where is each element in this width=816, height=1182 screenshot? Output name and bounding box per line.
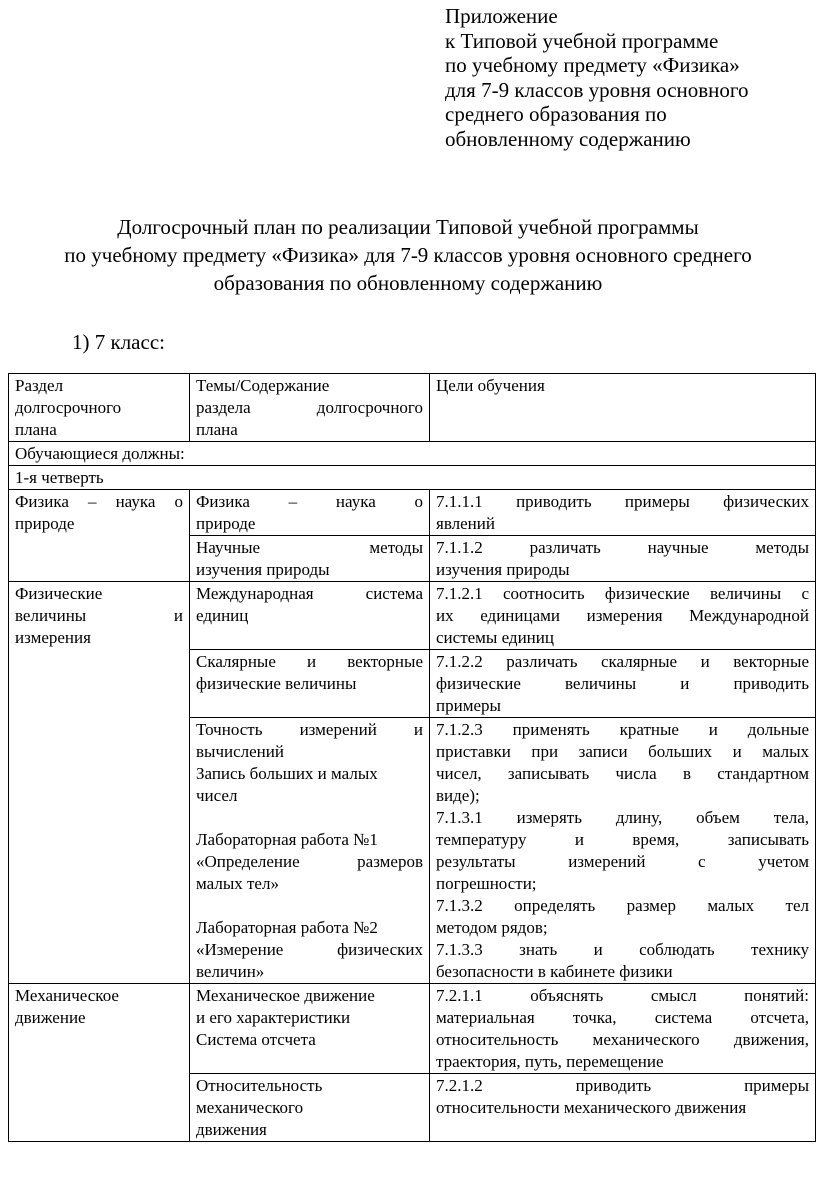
objective-cell <box>430 490 816 536</box>
topic-cell <box>190 536 430 582</box>
objective-line: приставки при записи больших и малых <box>436 742 809 761</box>
topic-line: единиц <box>196 606 249 625</box>
topic-line: Лабораторная работа №1 <box>196 830 378 849</box>
appendix-line: по учебному предмету «Физика» <box>445 53 740 77</box>
objective-cell <box>430 650 816 718</box>
objective-line: относительность механического движения, <box>436 1030 809 1049</box>
topic-line: изучения природы <box>196 560 330 579</box>
topic-cell <box>190 582 430 650</box>
topic-cell <box>190 718 430 984</box>
title-line: по учебному предмету «Физика» для 7-9 классов уровня основного среднего <box>64 243 752 267</box>
section-line: величины и <box>15 606 183 625</box>
header-line: Цели обучения <box>436 376 545 395</box>
topic-line: движения <box>196 1120 267 1139</box>
section-cell <box>9 984 190 1142</box>
topic-line: Физика – наука о <box>196 492 423 511</box>
appendix-line: для 7-9 классов уровня основного <box>445 77 749 102</box>
objective-line: 7.1.3.2 определять размер малых тел <box>436 896 809 915</box>
objective-cell <box>430 1074 816 1142</box>
topic-cell <box>190 984 430 1074</box>
topic-line: чисел <box>196 786 238 805</box>
objective-line: физические величины и приводить <box>436 674 809 693</box>
appendix-note <box>445 4 815 151</box>
objective-line: безопасности в кабинете физики <box>436 962 673 981</box>
topic-line: Международная система <box>196 584 423 603</box>
section-cell <box>9 582 190 984</box>
document-title <box>0 213 816 297</box>
topic-spacer <box>196 807 423 829</box>
quarter-cell: 1-я четверть <box>9 466 816 490</box>
header-line: Темы/Содержание <box>196 376 330 395</box>
objective-cell <box>430 536 816 582</box>
header-line: плана <box>15 420 57 439</box>
objective-line: 7.1.3.1 измерять длину, объем тела, <box>436 808 809 827</box>
objective-line: чисел, записывать числа в стандартном <box>436 764 809 783</box>
section-cell <box>9 490 190 582</box>
topic-cell <box>190 490 430 536</box>
objective-line: 7.1.2.1 соотносить физические величины с <box>436 584 809 603</box>
objective-line: виде); <box>436 786 480 805</box>
topic-line: малых тел» <box>196 874 279 893</box>
topic-spacer <box>196 895 423 917</box>
table-row <box>9 490 816 536</box>
objective-line: 7.2.1.1 объяснять смысл понятий: <box>436 986 809 1005</box>
topic-line: величин» <box>196 962 265 981</box>
header-section <box>9 374 190 442</box>
section-line: Физические <box>15 584 103 603</box>
header-topics <box>190 374 430 442</box>
section-line: движение <box>15 1008 86 1027</box>
table-row <box>9 984 816 1074</box>
header-line: Раздел <box>15 376 64 395</box>
long-term-plan-table <box>8 373 816 1142</box>
grade-heading: 1) 7 класс: <box>72 330 165 354</box>
objective-line: системы единиц <box>436 628 554 647</box>
objective-line: методом рядов; <box>436 918 548 937</box>
quarter-row <box>9 466 816 490</box>
objective-line: траектория, путь, перемещение <box>436 1052 664 1071</box>
topic-line: природе <box>196 514 256 533</box>
topic-line: Система отсчета <box>196 1030 316 1049</box>
objective-line: 7.1.2.3 применять кратные и дольные <box>436 720 809 739</box>
table-header-row <box>9 374 816 442</box>
students-must-cell: Обучающиеся должны: <box>9 442 816 466</box>
topic-line: «Определение размеров <box>196 852 423 871</box>
title-line: Долгосрочный план по реализации Типовой учебной программы <box>117 215 699 239</box>
objective-line: 7.1.2.2 различать скалярные и векторные <box>436 652 809 671</box>
topic-line: Запись больших и малых <box>196 764 378 783</box>
topic-line: «Измерение физических <box>196 940 423 959</box>
objective-line: температуру и время, записывать <box>436 830 809 849</box>
topic-cell <box>190 650 430 718</box>
topic-cell <box>190 1074 430 1142</box>
objective-line: материальная точка, система отсчета, <box>436 1008 809 1027</box>
objective-line: 7.1.3.3 знать и соблюдать технику <box>436 940 809 959</box>
topic-line: Научные методы <box>196 538 423 557</box>
appendix-line: к Типовой учебной программе <box>445 28 719 53</box>
appendix-line: среднего образования по <box>445 102 667 126</box>
section-line: измерения <box>15 628 91 647</box>
objective-line: 7.1.1.1 приводить примеры физических <box>436 492 809 511</box>
topic-line: Лабораторная работа №2 <box>196 918 378 937</box>
objective-line: результаты измерений с учетом <box>436 852 809 871</box>
section-line: природе <box>15 514 75 533</box>
topic-line: Скалярные и векторные <box>196 652 423 671</box>
objective-cell <box>430 582 816 650</box>
objective-line: 7.2.1.2 приводить примеры <box>436 1076 809 1095</box>
topic-line: вычислений <box>196 742 284 761</box>
students-must-row <box>9 442 816 466</box>
topic-line: Механическое движение <box>196 986 375 1005</box>
table-row <box>9 582 816 650</box>
appendix-line: обновленному содержанию <box>445 126 691 151</box>
topic-line: и его характеристики <box>196 1008 351 1027</box>
header-line: долгосрочного <box>15 398 122 417</box>
objective-cell <box>430 984 816 1074</box>
objective-line: их единицами измерения Международной <box>436 606 809 625</box>
objective-line: погрешности; <box>436 874 537 893</box>
header-line: раздела долгосрочного <box>196 398 423 417</box>
section-line: Физика – наука о <box>15 492 183 511</box>
objective-line: явлений <box>436 514 495 533</box>
title-line: образования по обновленному содержанию <box>213 271 603 295</box>
appendix-line: Приложение <box>445 4 558 28</box>
topic-line: Относительность <box>196 1076 323 1095</box>
section-line: Механическое <box>15 986 119 1005</box>
topic-line: физические величины <box>196 674 357 693</box>
topic-line: механического <box>196 1098 304 1117</box>
objective-line: примеры <box>436 696 501 715</box>
objective-line: изучения природы <box>436 560 570 579</box>
topic-line: Точность измерений и <box>196 720 423 739</box>
objective-line: 7.1.1.2 различать научные методы <box>436 538 809 557</box>
objective-line: относительности механического движения <box>436 1098 747 1117</box>
header-objectives <box>430 374 816 442</box>
header-line: плана <box>196 420 238 439</box>
objective-cell <box>430 718 816 984</box>
